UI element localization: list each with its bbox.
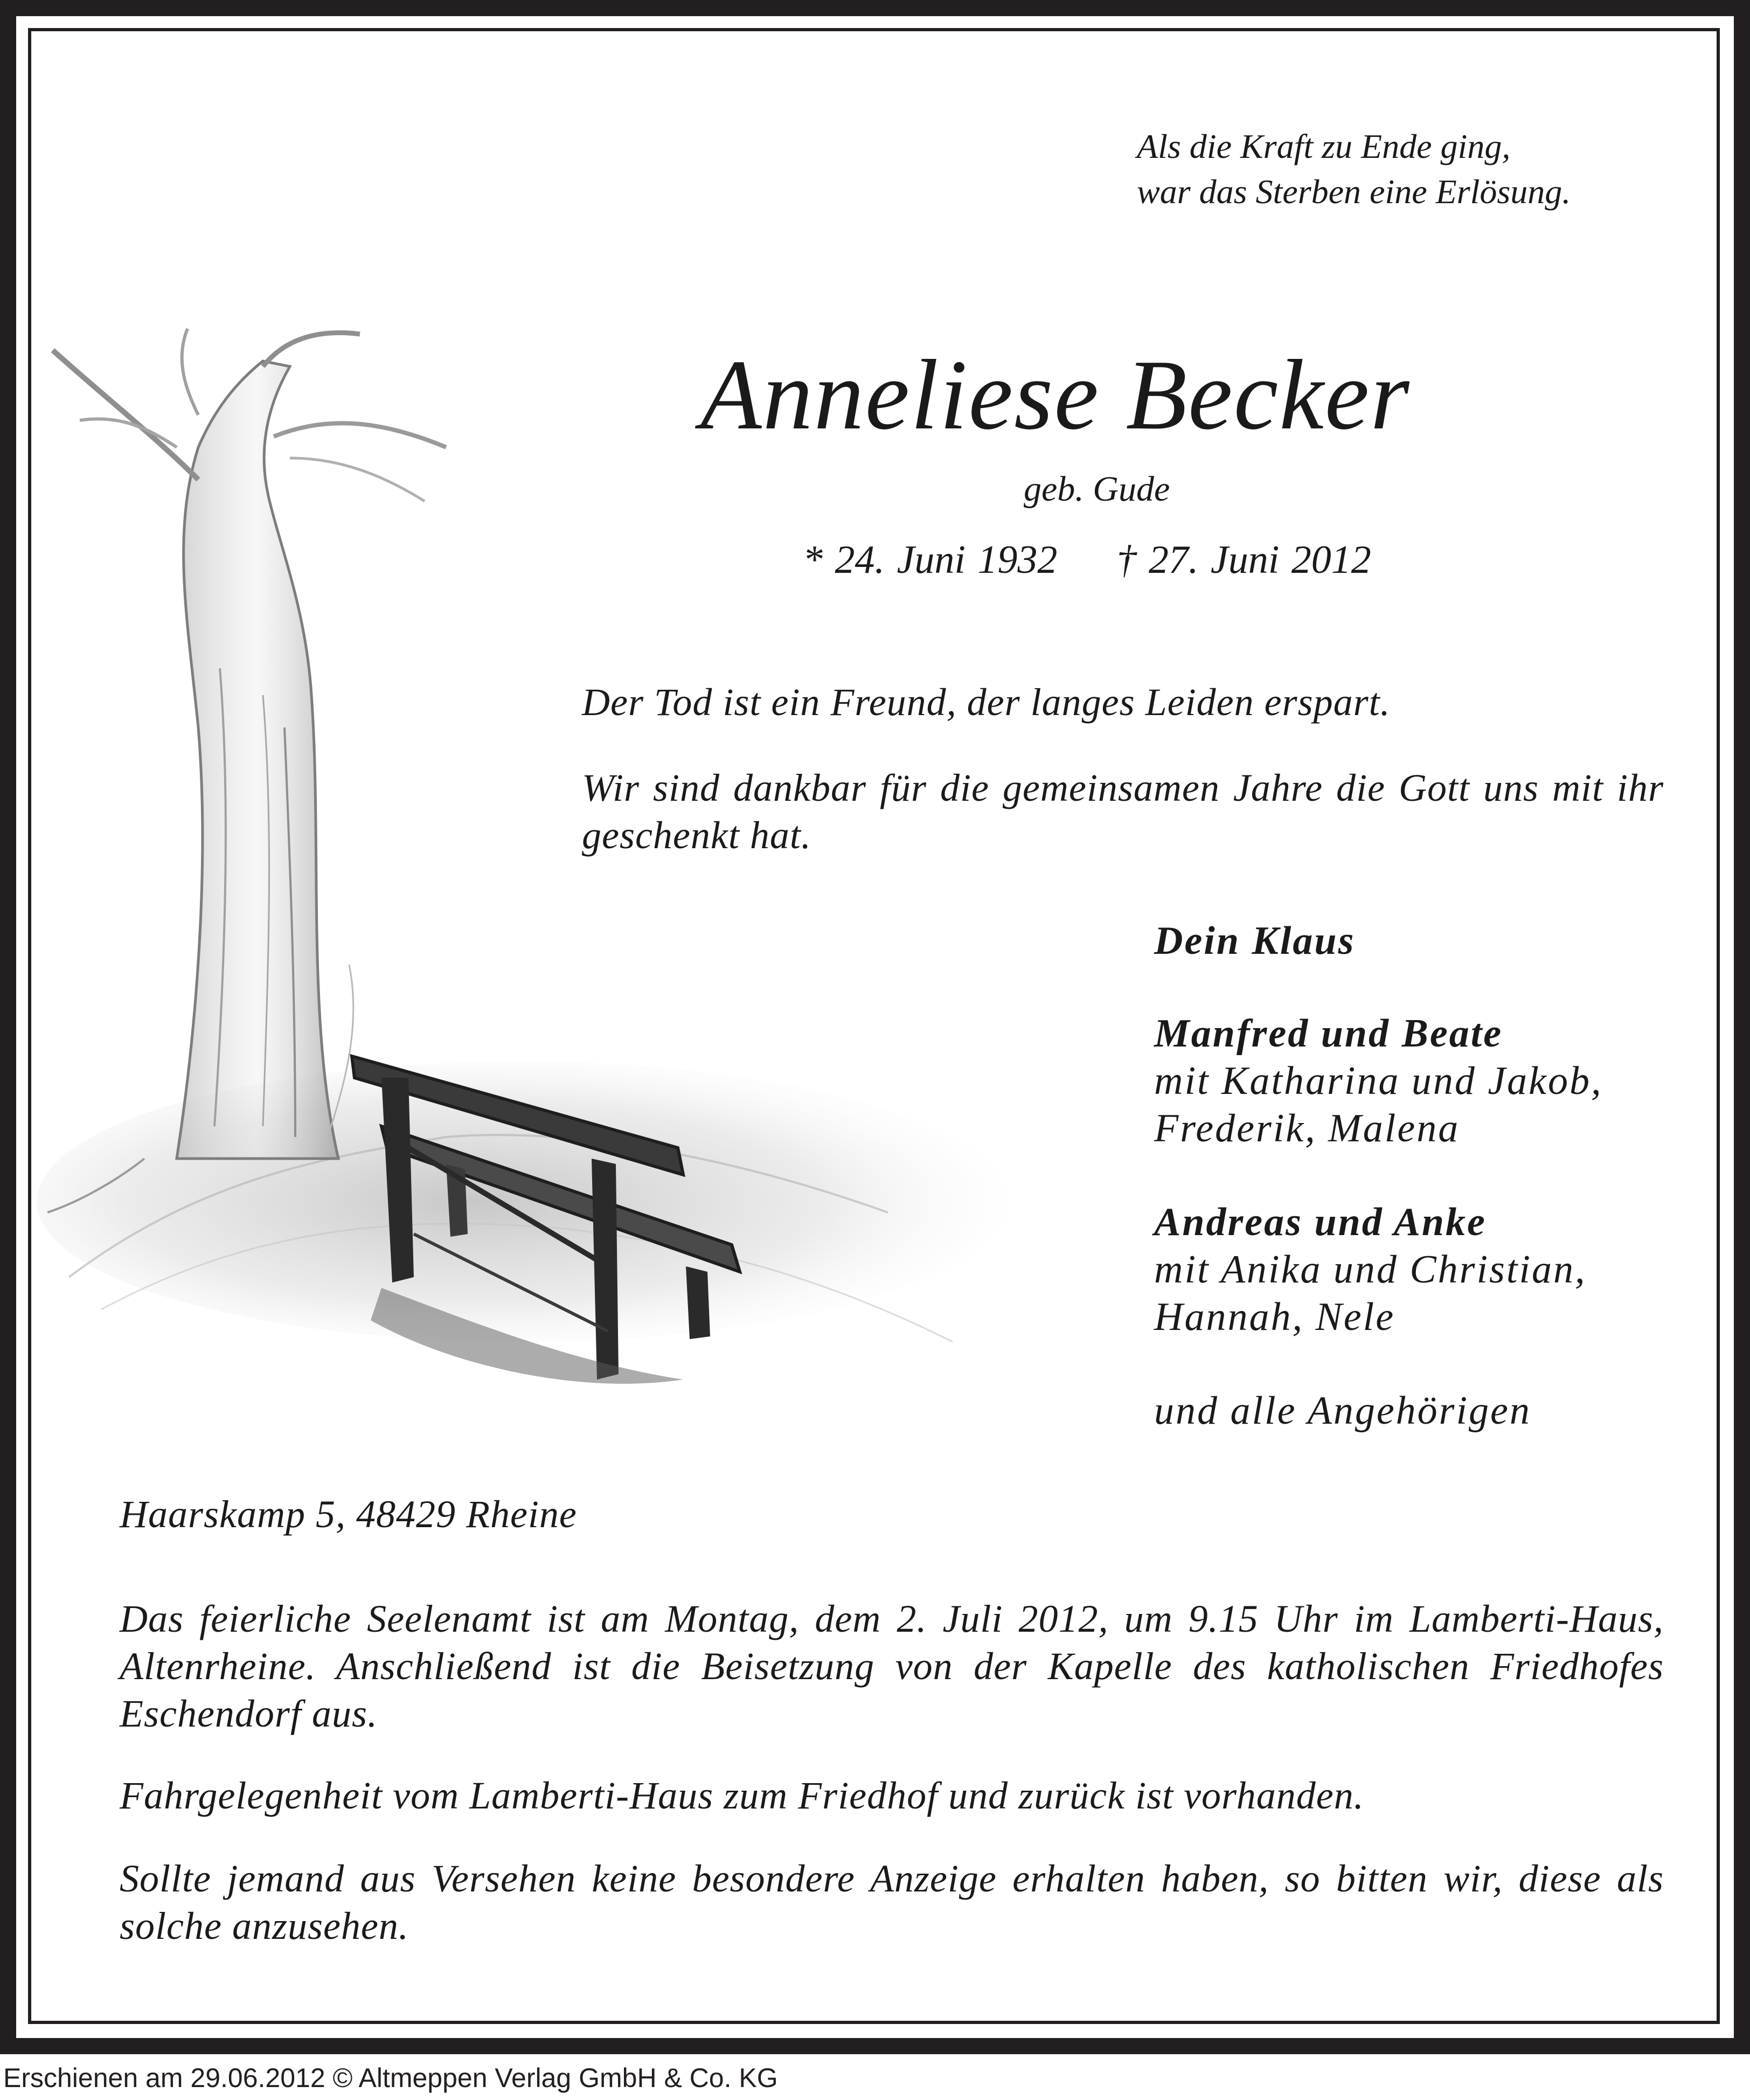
motto-line-2: war das Sterben eine Erlösung. xyxy=(1137,172,1571,211)
mourner-group-3-line-2: Hannah, Nele xyxy=(1154,1295,1395,1339)
maiden-name: geb. Gude xyxy=(1024,469,1170,509)
mourner-group-1 xyxy=(1154,917,1603,965)
quote-1: Der Tod ist ein Freund, der langes Leiden erspart. xyxy=(582,681,1391,724)
mourner-group-2-line-1: mit Katharina und Jakob, xyxy=(1154,1059,1603,1103)
mourner-closing: und alle Angehörigen xyxy=(1154,1389,1531,1433)
motto-line-1: Als die Kraft zu Ende ging, xyxy=(1137,127,1511,165)
life-dates xyxy=(803,536,1371,584)
obituary-panel xyxy=(16,16,1734,2038)
mourner-group-2 xyxy=(1154,1010,1603,1152)
birth-date: * 24. Juni 1932 xyxy=(803,538,1058,582)
tree-bench-illustration xyxy=(37,318,1060,1450)
mourners-list xyxy=(1154,917,1603,1434)
service-paragraph: Das feierliche Seelenamt ist am Montag, dem 2. Juli 2012, um 9.15 Uhr im Lamberti-Haus, Altenrheine. Anschließend ist die Beisetzung von der Kapelle des katholischen Friedhofes Eschendorf aus. xyxy=(120,1597,1664,1735)
mourner-group-3-line-1: mit Anika und Christian, xyxy=(1154,1247,1587,1292)
notice-paragraph: Sollte jemand aus Versehen keine besondere Anzeige erhalten haben, so bitten wir, diese als solche anzusehen. xyxy=(120,1857,1664,1947)
address: Haarskamp 5, 48429 Rheine xyxy=(120,1493,577,1536)
mourner-closing-group xyxy=(1154,1387,1603,1434)
mourner-group-2-head: Manfred und Beate xyxy=(1154,1011,1503,1056)
death-date: † 27. Juni 2012 xyxy=(1116,538,1371,582)
mourner-group-3 xyxy=(1154,1198,1603,1341)
motto xyxy=(1137,124,1571,214)
mourner-group-2-line-2: Frederik, Malena xyxy=(1154,1106,1460,1151)
mourner-group-1-head: Dein Klaus xyxy=(1154,919,1356,963)
quote-2: Wir sind dankbar für die gemeinsamen Jahre die Gott uns mit ihr geschenkt hat. xyxy=(582,766,1664,857)
mourner-group-3-head: Andreas und Anke xyxy=(1154,1200,1487,1244)
transport-paragraph: Fahrgelegenheit vom Lamberti-Haus zum Friedhof und zurück ist vorhanden. xyxy=(120,1774,1364,1817)
deceased-name: Anneliese Becker xyxy=(700,339,1411,451)
publication-footer: Erschienen am 29.06.2012 © Altmeppen Verlag GmbH & Co. KG xyxy=(3,2063,778,2093)
